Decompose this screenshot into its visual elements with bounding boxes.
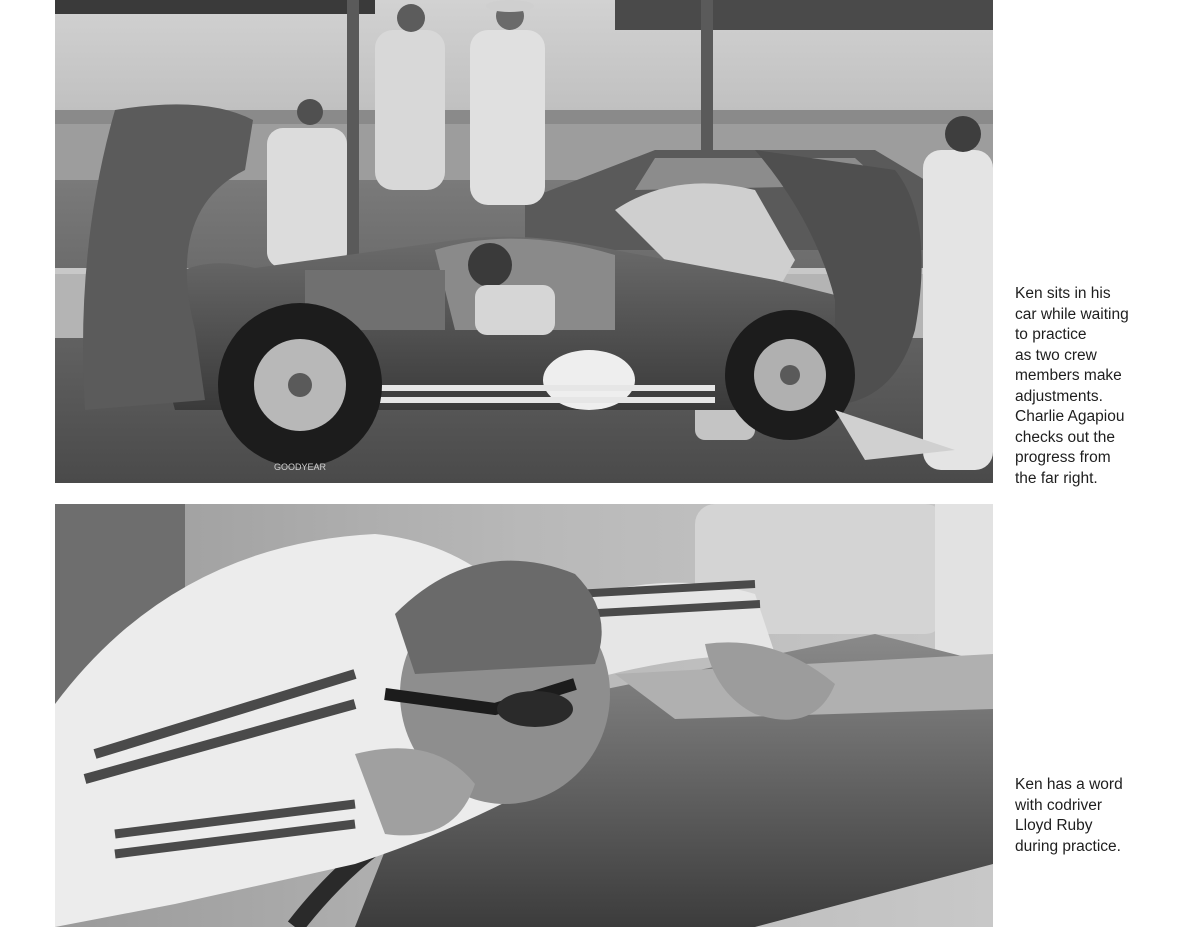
photo-driver-leaning-image (55, 504, 993, 927)
caption-car-in-pits (1015, 284, 1190, 489)
caption-line: Charlie Agapiou (1015, 408, 1125, 425)
photo-car-in-pits-image (55, 0, 993, 483)
caption-line: Lloyd Ruby (1015, 817, 1093, 834)
caption-line: to practice (1015, 326, 1087, 343)
caption-line: progress from (1015, 449, 1111, 466)
caption-line: adjustments. (1015, 387, 1103, 405)
caption-line: the far right. (1015, 469, 1098, 487)
caption-line: during practice. (1015, 837, 1121, 855)
caption-line: Ken sits in his (1015, 285, 1111, 302)
caption-line: car while waiting (1015, 305, 1129, 323)
caption-line: checks out the (1015, 428, 1115, 446)
caption-line: members make (1015, 367, 1122, 384)
caption-driver-leaning (1015, 775, 1190, 857)
caption-line: as two crew (1015, 346, 1097, 364)
photo-driver-leaning (55, 504, 993, 927)
tire-goodyear-text: GOODYEAR (273, 462, 327, 472)
caption-line: with codriver (1015, 796, 1102, 814)
photo-car-in-pits (55, 0, 993, 483)
caption-line: Ken has a word (1015, 776, 1123, 793)
